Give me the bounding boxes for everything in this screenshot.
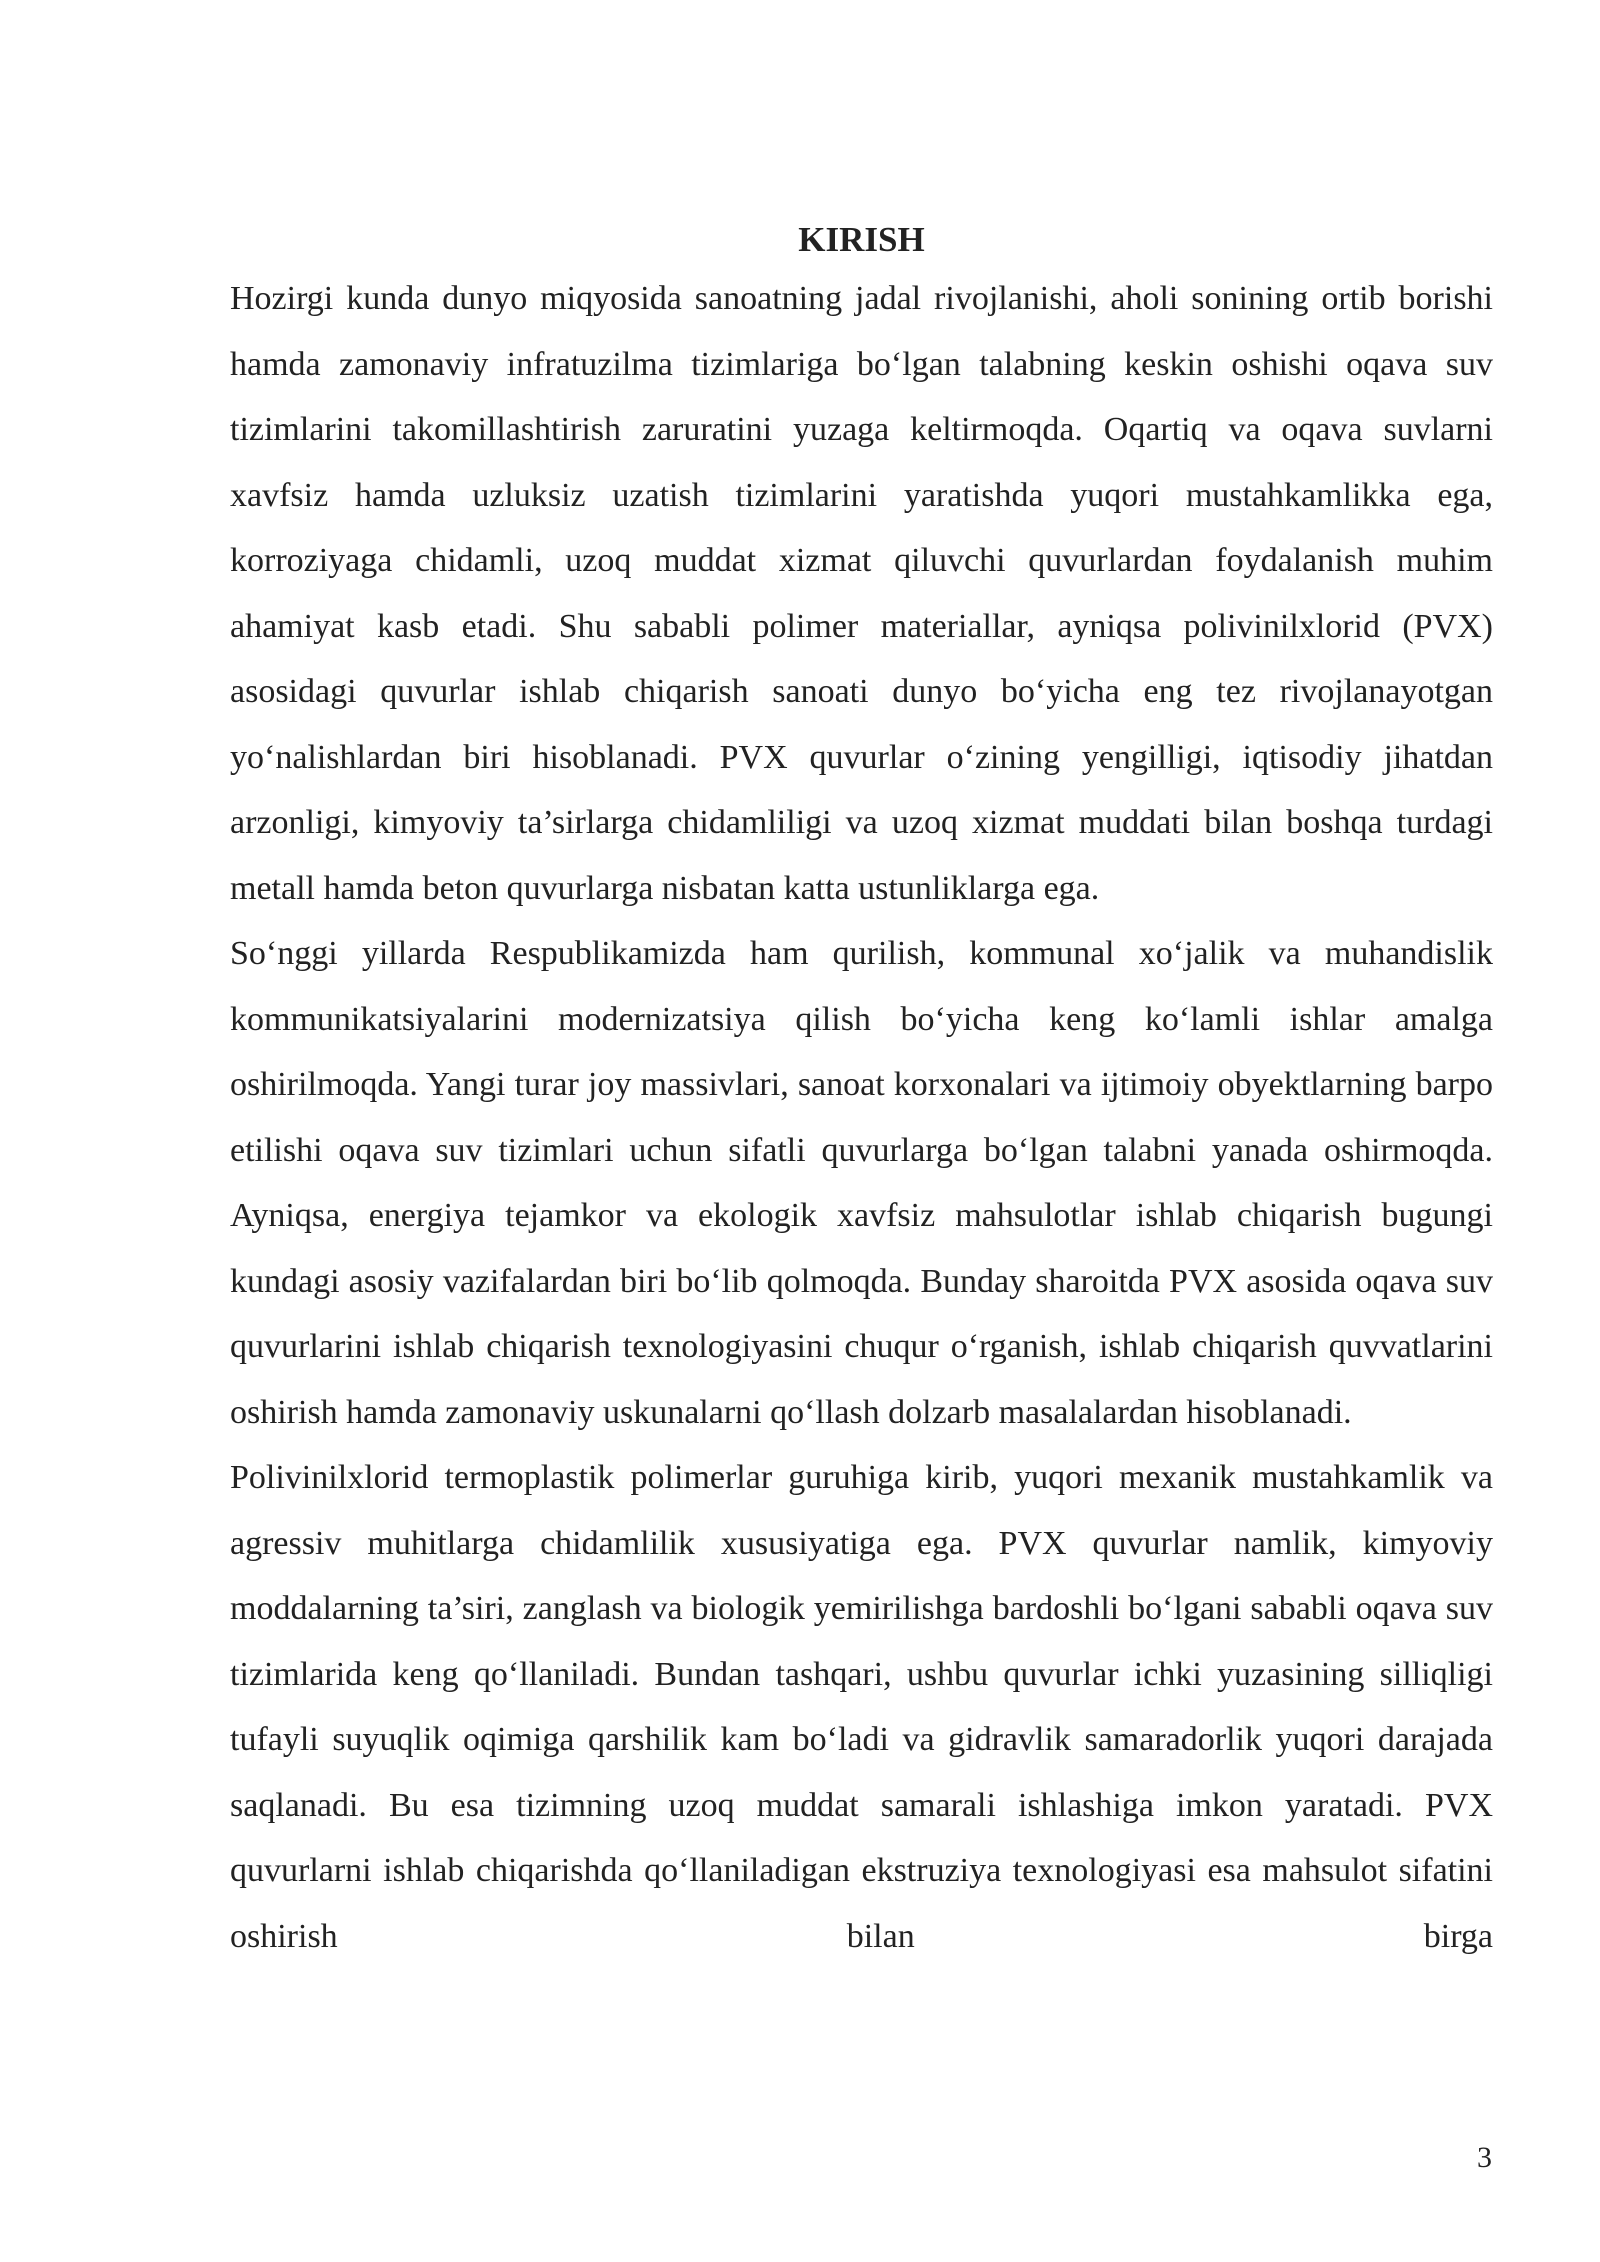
paragraph-intro: Hozirgi kunda dunyo miqyosida sanoatning jadal rivojlanishi, aholi sonining ortib borishi hamda zamonaviy infratuzilma tizimlariga bo‘lgan talabning keskin oshishi oqava suv tizimlarini takomillashtirish zaruratini yuzaga keltirmoqda. Oqartiq va oqava suvlarni xavfsiz hamda uzluksiz uzatish tizimlarini yaratishda yuqori mustahkamlikka ega, korroziyaga chidamli, uzoq muddat xizmat qiluvchi quvurlardan foydalanish muhim ahamiyat kasb etadi. Shu sababli polimer materiallar, ayniqsa polivinilxlorid (PVX) asosidagi quvurlar ishlab chiqarish sanoati dunyo bo‘yicha eng tez rivojlanayotgan yo‘nalishlardan biri hisoblanadi. PVX quvurlar o‘zining yengilligi, iqtisodiy jihatdan arzonligi, kimyoviy ta’sirlarga chidamliligi va uzoq xizmat muddati bilan boshqa turdagi metall hamda beton quvurlarga nisbatan katta ustunliklarga ega. [230, 280, 1493, 907]
page-content [230, 214, 1493, 1969]
paragraph-republic: So‘nggi yillarda Respublikamizda ham qurilish, kommunal xo‘jalik va muhandislik kommunikatsiyalarini modernizatsiya qilish bo‘yicha keng ko‘lamli ishlar amalga oshirilmoqda. Yangi turar joy massivlari, sanoat korxonalari va ijtimoiy obyektlarning barpo etilishi oqava suv tizimlari uchun sifatli quvurlarga bo‘lgan talabni yanada oshirmoqda. Ayniqsa, energiya tejamkor va ekologik xavfsiz mahsulotlar ishlab chiqarish bugungi kundagi asosiy vazifalardan biri bo‘lib qolmoqda. Bunday sharoitda PVX asosida oqava suv quvurlarini ishlab chiqarish texnologiyasini chuqur o‘rganish, ishlab chiqarish quvvatlarini oshirish hamda zamonaviy uskunalarni qo‘llash dolzarb masalalardan hisoblanadi. [230, 935, 1493, 1431]
page-number: 3 [1477, 2141, 1492, 2174]
paragraph-pvc-properties: Polivinilxlorid termoplastik polimerlar guruhiga kirib, yuqori mexanik mustahkamlik va agressiv muhitlarga chidamlilik xususiyatiga ega. PVX quvurlar namlik, kimyoviy moddalarning ta’siri, zanglash va biologik yemirilishga bardoshli bo‘lgani sababli oqava suv tizimlarida keng qo‘llaniladi. Bundan tashqari, ushbu quvurlar ichki yuzasining silliqligi tufayli suyuqlik oqimiga qarshilik kam bo‘ladi va gidravlik samaradorlik yuqori darajada saqlanadi. Bu esa tizimning uzoq muddat samarali ishlashiga imkon yaratadi. PVX quvurlarni ishlab chiqarishda qo‘llaniladigan ekstruziya texnologiyasi esa mahsulot sifatini oshirish bilan birga [230, 1459, 1493, 1955]
section-heading: KIRISH [798, 220, 925, 259]
